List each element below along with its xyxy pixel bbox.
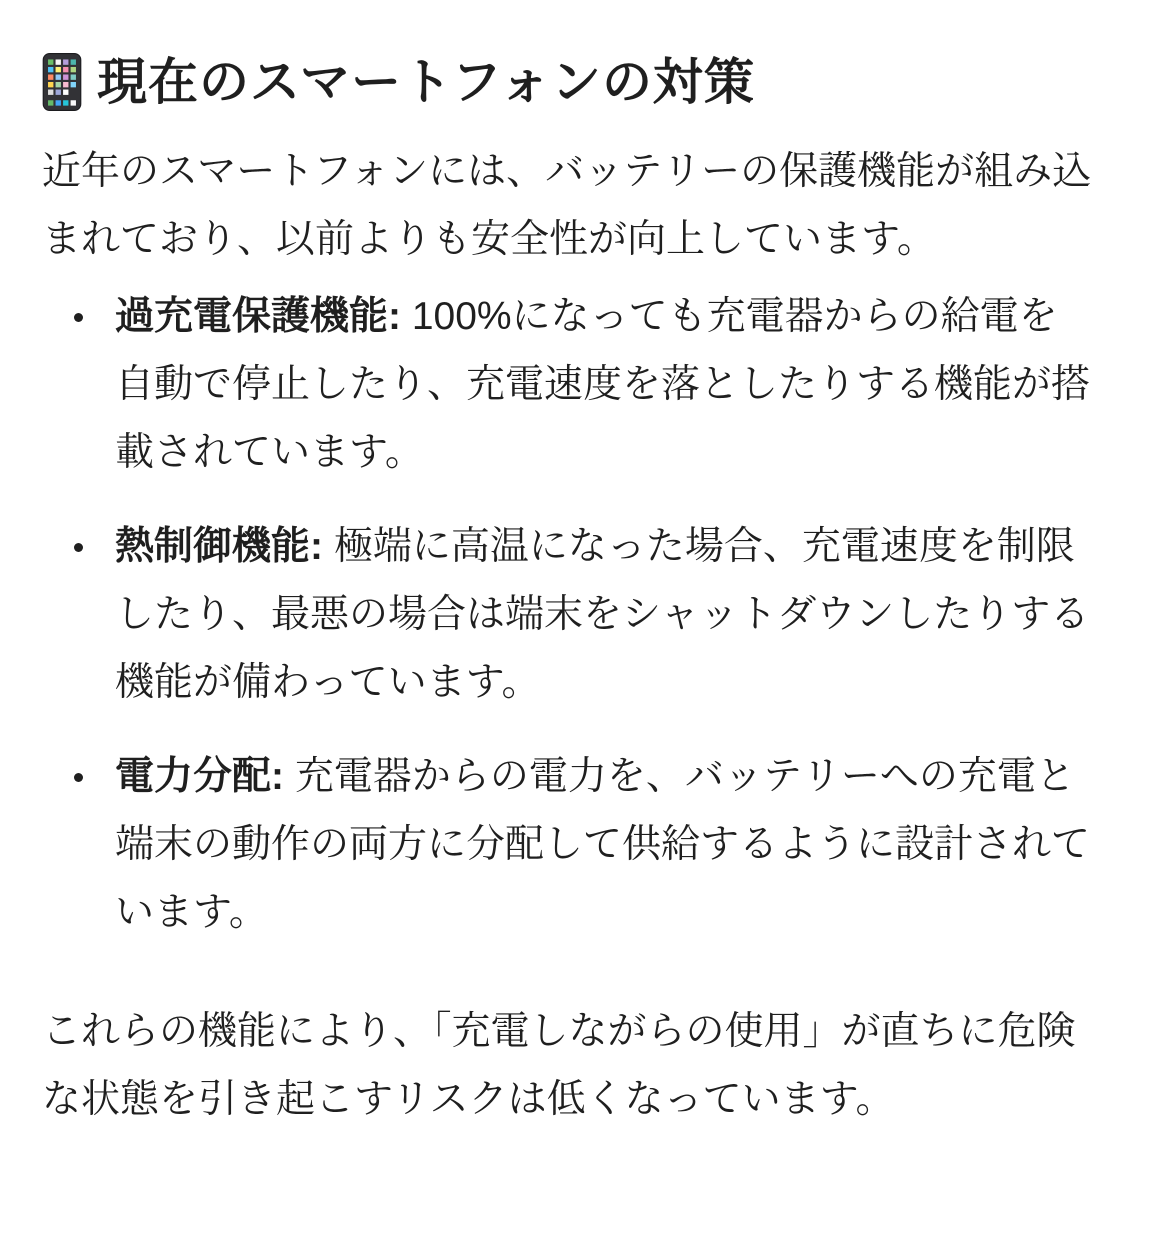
bullet-term: 熱制御機能: [115, 525, 323, 568]
bullet-term: 過充電保護機能: [115, 295, 401, 338]
feature-list [42, 283, 1105, 947]
mobile-phone-icon [42, 53, 82, 111]
bullet-description: 極端に高温になった場合、充電速度を制限したり、最悪の場合は端末をシャットダウンしたりする機能が備わっています。 [115, 525, 1090, 704]
bullet-description: 100%になっても充電器からの給電を自動で停止したり、充電速度を落としたりする機能が搭載されています。 [115, 295, 1091, 474]
page-title-text: 現在のスマートフォンの対策 [97, 54, 755, 110]
bullet-dot-icon [74, 773, 83, 782]
bullet-dot-icon [74, 313, 83, 322]
intro-paragraph: 近年のスマートフォンには、バッテリーの保護機能が組み込まれており、以前よりも安全性が向上しています。 [42, 150, 1092, 261]
list-item-thermal-control [115, 513, 1095, 717]
bullet-description: 充電器からの電力を、バッテリーへの充電と端末の動作の両方に分配して供給するように設計されています。 [115, 755, 1091, 934]
bullet-term: 電力分配: [115, 755, 284, 798]
list-item-overcharge-protection [115, 283, 1095, 487]
conclusion-paragraph: これらの機能により、「充電しながらの使用」が直ちに危険な状態を引き起こすリスクは低くなっています。 [42, 1010, 1076, 1121]
document-page [0, 50, 1149, 1134]
page-title [42, 50, 1105, 114]
list-item-power-distribution [115, 743, 1095, 947]
bullet-dot-icon [74, 543, 83, 552]
